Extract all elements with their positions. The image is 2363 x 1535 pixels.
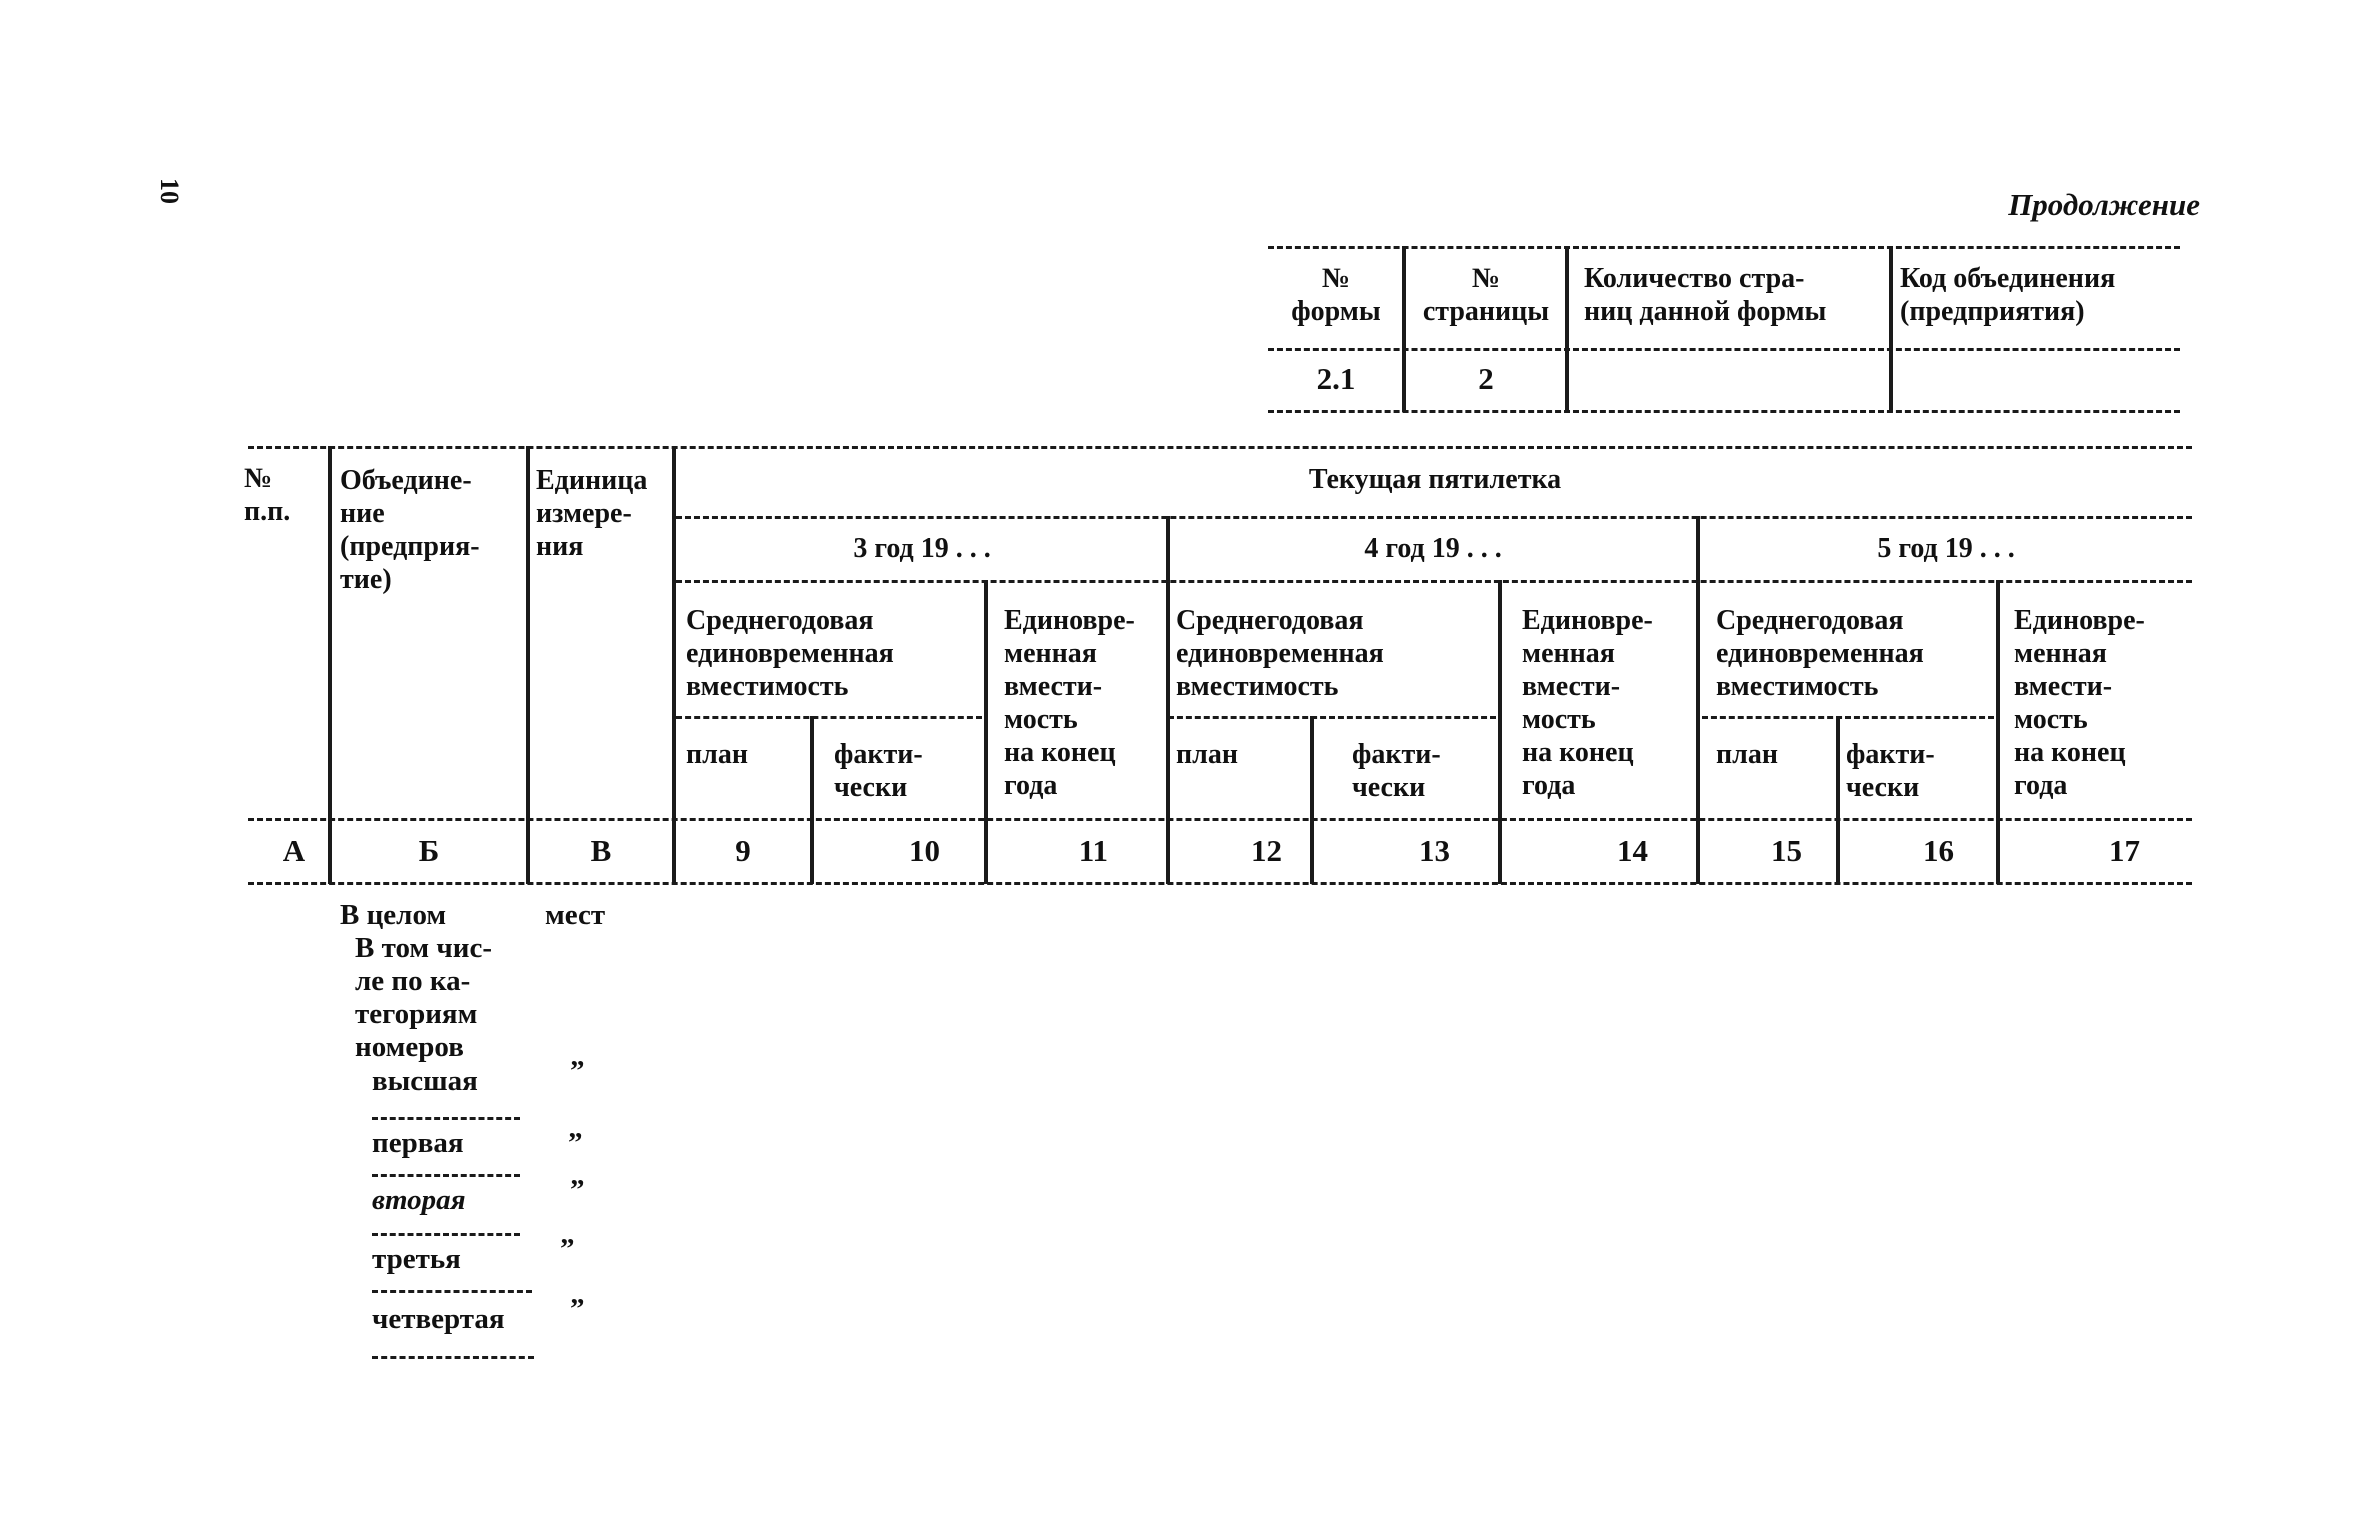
col-code: 14 <box>1617 833 1648 868</box>
page-number-label: № страницы <box>1422 263 1550 327</box>
page-count-label: Количество стра- ниц данной формы <box>1584 263 1827 327</box>
col-code: 10 <box>909 833 940 868</box>
category-row-unit: ” <box>570 1055 585 1087</box>
col-code: 9 <box>735 833 751 868</box>
category-row-unit: ” <box>560 1233 575 1265</box>
year-5-header: 5 год 19 . . . <box>1877 533 2015 564</box>
col-code: 15 <box>1771 833 1802 868</box>
plan-header-4: план <box>1176 739 1238 770</box>
avg-capacity-header-4: Среднегодовая единовременная вместимость <box>1176 605 1384 702</box>
category-row-unit: ” <box>570 1174 585 1206</box>
category-row-label: четвертая <box>372 1303 505 1335</box>
col-association-header: Объедине- ние (предприя- тие) <box>340 465 480 595</box>
onetime-capacity-header-5: Единовре- менная вмести- мость на конец года <box>2014 605 2145 801</box>
category-row-label: третья <box>372 1243 461 1275</box>
avg-capacity-header-5: Среднегодовая единовременная вместимость <box>1716 605 1924 702</box>
category-row-unit: ” <box>568 1127 583 1159</box>
year-3-header: 3 год 19 . . . <box>853 533 991 564</box>
col-code: 13 <box>1419 833 1450 868</box>
continuation-label: Продолжение <box>2008 187 2200 222</box>
col-code: А <box>282 833 306 868</box>
plan-header-3: план <box>686 739 748 770</box>
fact-header-5: факти- чески <box>1846 739 1935 803</box>
col-code: 12 <box>1251 833 1282 868</box>
fact-header-4: факти- чески <box>1352 739 1441 803</box>
category-row-label: высшая <box>372 1065 478 1097</box>
category-row-unit: ” <box>570 1293 585 1325</box>
col-code: 16 <box>1923 833 1954 868</box>
association-code-label: Код объединения (предприятия) <box>1900 263 2116 327</box>
total-row-unit: мест <box>545 899 606 931</box>
col-code: 17 <box>2109 833 2140 868</box>
col-unit-header: Единица измере- ния <box>536 465 648 562</box>
total-row-label: В целом <box>340 899 447 931</box>
category-row-label: первая <box>372 1127 464 1159</box>
page-number: 10 <box>155 178 184 204</box>
avg-capacity-header-3: Среднегодовая единовременная вместимость <box>686 605 894 702</box>
col-code: В <box>590 833 612 868</box>
col-code: Б <box>418 833 440 868</box>
including-categories-label: В том чис- ле по ка- тегориям номеров <box>355 932 492 1063</box>
plan-header-5: план <box>1716 739 1778 770</box>
year-4-header: 4 год 19 . . . <box>1364 533 1502 564</box>
form-number-label: № формы <box>1291 263 1381 327</box>
col-number-header: № п.п. <box>244 463 291 527</box>
page-number-value: 2 <box>1478 361 1494 396</box>
col-code: 11 <box>1078 833 1108 868</box>
form-number-value: 2.1 <box>1316 361 1356 396</box>
onetime-capacity-header-3: Единовре- менная вмести- мость на конец года <box>1004 605 1135 801</box>
onetime-capacity-header-4: Единовре- менная вмести- мость на конец года <box>1522 605 1653 801</box>
current-five-year-header: Текущая пятилетка <box>1308 464 1562 495</box>
fact-header-3: факти- чески <box>834 739 923 803</box>
category-row-label: вторая <box>372 1184 466 1216</box>
